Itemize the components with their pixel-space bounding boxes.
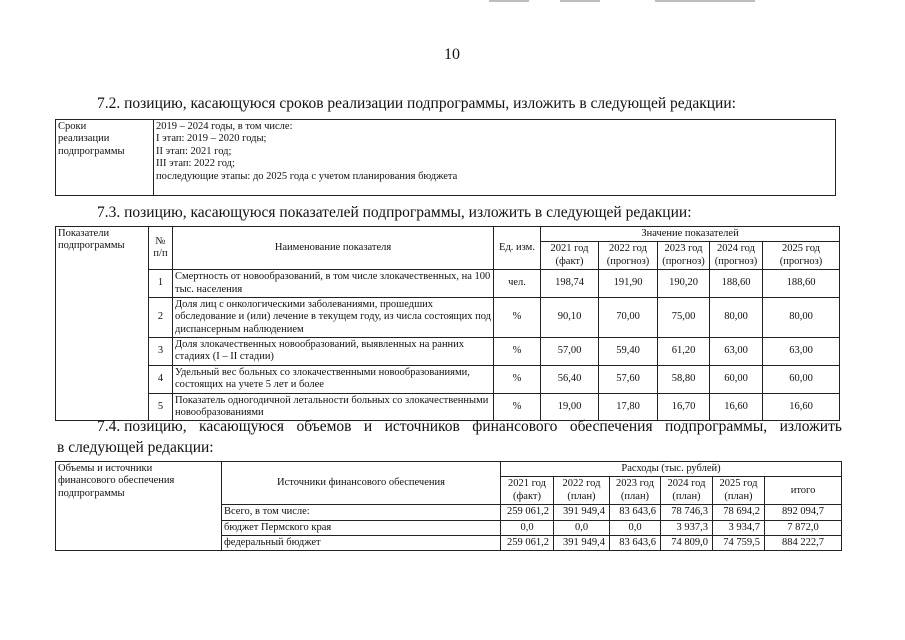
indicator-value: 60,00 <box>763 365 840 393</box>
indicator-value: 16,60 <box>763 393 840 421</box>
financing-value: 0,0 <box>554 520 610 535</box>
title-word: финансового <box>472 418 558 435</box>
indicators-label: Показатели подпрограммы <box>56 227 149 421</box>
financing-value: 3 937,3 <box>661 520 713 535</box>
indicator-name: Удельный вес больных со злокачественными новообразованиями, состоящих на учете 5 лет и более <box>173 365 494 393</box>
indicators-table <box>55 226 840 421</box>
indicator-value: 75,00 <box>658 297 710 337</box>
indicator-value: 190,20 <box>658 270 710 298</box>
indicator-unit: чел. <box>494 270 541 298</box>
indicator-unit: % <box>494 393 541 421</box>
financing-value: 83 643,6 <box>610 535 661 550</box>
financing-source: Всего, в том числе: <box>222 505 501 520</box>
title-word: источников <box>384 418 460 435</box>
title-word: и <box>363 418 373 435</box>
indicator-value: 80,00 <box>710 297 763 337</box>
indicator-value: 198,74 <box>541 270 599 298</box>
indicator-name: Доля лиц с онкологическими заболеваниями, прошедших обследование и (или) лечение в текущем году, из числа состоящих под диспансерным наблюдением <box>173 297 494 337</box>
financing-value: 259 061,2 <box>501 505 554 520</box>
financing-value: 83 643,6 <box>610 505 661 520</box>
section-7-4-title-line2: в следующей редакции: <box>57 439 214 456</box>
terms-line: 2019 – 2024 годы, в том числе: <box>156 121 293 132</box>
indicator-unit: % <box>494 365 541 393</box>
financing-value: 74 809,0 <box>661 535 713 550</box>
terms-line: II этап: 2021 год; <box>156 145 232 157</box>
terms-table <box>55 119 836 196</box>
indicator-value: 16,70 <box>658 393 710 421</box>
col-header-year: 2024 год (план) <box>661 477 713 505</box>
indicator-value: 58,80 <box>658 365 710 393</box>
indicator-value: 57,00 <box>541 338 599 366</box>
section-7-4-title <box>97 418 842 436</box>
table-row <box>56 393 840 421</box>
financing-value: 259 061,2 <box>501 535 554 550</box>
table-row <box>56 297 840 337</box>
indicator-value: 188,60 <box>763 270 840 298</box>
financing-source: федеральный бюджет <box>222 535 501 550</box>
title-word: обеспечения <box>569 418 653 435</box>
financing-value: 0,0 <box>501 520 554 535</box>
indicator-value: 57,60 <box>599 365 658 393</box>
col-header-year: 2025 год (план) <box>713 477 765 505</box>
col-header-year: 2022 год (план) <box>554 477 610 505</box>
col-header-values: Значение показателей <box>541 227 840 242</box>
title-word: объемов <box>296 418 352 435</box>
financing-source: бюджет Пермского края <box>222 520 501 535</box>
indicator-value: 56,40 <box>541 365 599 393</box>
financing-total: 884 222,7 <box>765 535 842 550</box>
col-header-year: 2022 год (прогноз) <box>599 242 658 270</box>
terms-content <box>154 120 836 196</box>
col-header-year: 2023 год (прогноз) <box>658 242 710 270</box>
col-header-year: 2025 год (прогноз) <box>763 242 840 270</box>
title-word: подпрограммы, <box>664 418 768 435</box>
financing-value: 391 949,4 <box>554 505 610 520</box>
col-header-name: Наименование показателя <box>173 227 494 270</box>
col-header-year: 2023 год (план) <box>610 477 661 505</box>
indicator-value: 63,00 <box>763 338 840 366</box>
table-row <box>56 338 840 366</box>
indicator-unit: % <box>494 297 541 337</box>
indicator-value: 59,40 <box>599 338 658 366</box>
indicator-value: 19,00 <box>541 393 599 421</box>
scan-mark <box>655 0 755 2</box>
col-header-expenses: Расходы (тыс. рублей) <box>501 462 842 477</box>
col-header-year: 2024 год (прогноз) <box>710 242 763 270</box>
indicator-value: 17,80 <box>599 393 658 421</box>
terms-label: Сроки реализации подпрограммы <box>56 120 154 196</box>
col-header-total: итого <box>765 477 842 505</box>
col-header-source: Источники финансового обеспечения <box>222 462 501 505</box>
financing-value: 74 759,5 <box>713 535 765 550</box>
terms-line: I этап: 2019 – 2020 годы; <box>156 133 267 145</box>
row-num: 1 <box>149 270 173 298</box>
title-word: касающуюся <box>199 418 285 435</box>
indicator-value: 61,20 <box>658 338 710 366</box>
indicator-value: 188,60 <box>710 270 763 298</box>
indicator-value: 63,00 <box>710 338 763 366</box>
col-header-num: № п/п <box>149 227 173 270</box>
page-number: 10 <box>444 46 460 63</box>
scan-mark <box>560 0 600 2</box>
row-num: 5 <box>149 393 173 421</box>
financing-value: 3 934,7 <box>713 520 765 535</box>
table-row <box>56 365 840 393</box>
financing-value: 78 746,3 <box>661 505 713 520</box>
row-num: 2 <box>149 297 173 337</box>
terms-line: последующие этапы: до 2025 года с учетом планирования бюджета <box>156 170 458 182</box>
financing-value: 78 694,2 <box>713 505 765 520</box>
indicator-value: 60,00 <box>710 365 763 393</box>
table-row <box>56 270 840 298</box>
indicator-value: 16,60 <box>710 393 763 421</box>
financing-label: Объемы и источники финансового обеспечения подпрограммы <box>56 462 222 551</box>
financing-value: 391 949,4 <box>554 535 610 550</box>
scan-mark <box>489 0 529 2</box>
row-num: 3 <box>149 338 173 366</box>
row-num: 4 <box>149 365 173 393</box>
indicator-name: Смертность от новообразований, в том числе злокачественных, на 100 тыс. населения <box>173 270 494 298</box>
indicator-value: 80,00 <box>763 297 840 337</box>
indicator-name: Показатель одногодичной летальности больных со злокачественными новообразованиями <box>173 393 494 421</box>
financing-total: 7 872,0 <box>765 520 842 535</box>
indicator-name: Доля злокачественных новообразований, выявленных на ранних стадиях (I – II стадии) <box>173 338 494 366</box>
indicator-value: 191,90 <box>599 270 658 298</box>
indicator-value: 70,00 <box>599 297 658 337</box>
section-7-2-title: 7.2. позицию, касающуюся сроков реализации подпрограммы, изложить в следующей редакции: <box>97 95 736 112</box>
financing-table <box>55 461 842 551</box>
title-word: изложить <box>779 418 842 435</box>
col-header-year: 2021 год (факт) <box>501 477 554 505</box>
terms-line: III этап: 2022 год; <box>156 158 235 170</box>
col-header-unit: Ед. изм. <box>494 227 541 270</box>
section-7-3-title: 7.3. позицию, касающуюся показателей подпрограммы, изложить в следующей редакции: <box>97 204 692 221</box>
indicator-unit: % <box>494 338 541 366</box>
col-header-year: 2021 год (факт) <box>541 242 599 270</box>
financing-value: 0,0 <box>610 520 661 535</box>
title-word: 7.4. позицию, <box>97 418 187 435</box>
indicator-value: 90,10 <box>541 297 599 337</box>
financing-total: 892 094,7 <box>765 505 842 520</box>
